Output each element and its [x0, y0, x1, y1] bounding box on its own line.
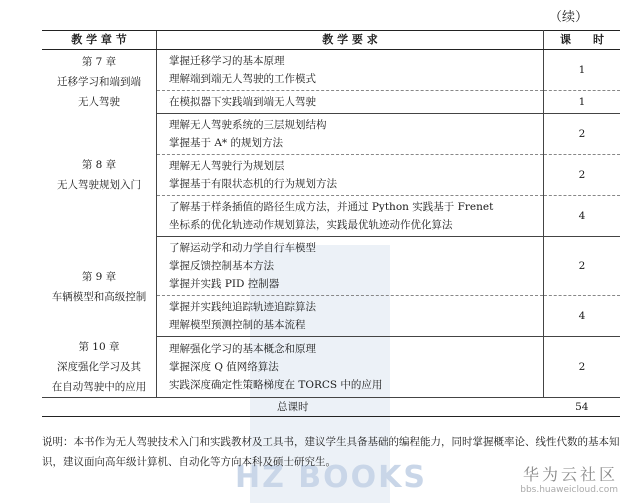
table-row	[42, 337, 620, 398]
requirement-line: 掌握并实践 PID 控制器	[169, 278, 280, 290]
requirement-line: 理解无人驾驶系统的三层规划结构	[169, 119, 327, 131]
total-label: 总课时	[42, 397, 544, 416]
requirement-line: 理解强化学习的基本概念和原理	[169, 342, 316, 355]
requirement-line: 掌握并实践纯追踪轨迹追踪算法	[169, 301, 316, 313]
table-row	[42, 237, 620, 296]
site-url: bbs.huaweicloud.com	[520, 485, 618, 495]
chapter-number: 第 9 章	[81, 270, 117, 283]
hours-cell: 1	[544, 50, 621, 91]
requirement-line: 了解基于样条插值的路径生成方法，并通过 Python 实践基于 Frenet	[169, 201, 494, 213]
hours-cell: 1	[544, 91, 621, 114]
site-logo	[520, 462, 618, 495]
table-row	[42, 50, 620, 91]
chapter-title-line: 迁移学习和端到端	[57, 75, 141, 88]
chapter-title-line: 深度强化学习及其	[57, 360, 141, 373]
requirement-cell	[157, 296, 544, 337]
header-chapter: 教 学 章 节	[42, 31, 157, 50]
chapter-title-line: 车辆模型和高级控制	[51, 290, 147, 303]
requirement-line: 掌握基于有限状态机的行为规划方法	[169, 178, 337, 190]
chapter-title-line: 无人驾驶规划入门	[57, 179, 141, 191]
table-row	[42, 114, 620, 155]
requirement-line: 了解运动学和动力学自行车模型	[169, 242, 316, 254]
hours-cell: 2	[544, 237, 621, 296]
requirement-line: 理解无人驾驶行为规划层	[169, 160, 285, 172]
chapter-number: 第 8 章	[81, 159, 117, 171]
requirement-line: 掌握基于 A* 的规划方法	[169, 137, 284, 149]
footnote: 说明：本书作为无人驾驶技术入门和实践教材及工具书，建议学生具备基础的编程能力，同时掌握概率论、线性代数的基本知识，建议面向高年级计算机、自动化等方向本科及硕士研究生。	[42, 436, 620, 468]
chapter-title-line: 无人驾驶	[78, 95, 120, 108]
chapter-cell	[42, 114, 157, 237]
chapter-number: 第 10 章	[78, 340, 120, 353]
table-header-row	[42, 31, 620, 50]
requirement-cell	[157, 196, 544, 237]
hours-cell: 2	[544, 114, 621, 155]
requirement-line: 坐标系的优化轨迹动作规划算法，实践最优轨迹动作优化算法	[169, 219, 453, 231]
hours-cell: 4	[544, 296, 621, 337]
hours-cell: 2	[544, 337, 621, 398]
continued-mark: （续）	[548, 10, 588, 25]
requirement-cell	[157, 91, 544, 114]
requirement-cell	[157, 114, 544, 155]
requirement-cell	[157, 337, 544, 398]
hours-cell: 4	[544, 196, 621, 237]
header-requirements: 教 学 要 求	[157, 31, 544, 50]
watermark-text: HZ BOOKS	[235, 460, 428, 495]
chapter-cell	[42, 50, 157, 114]
chapter-cell	[42, 337, 157, 398]
chapter-title-line: 在自动驾驶中的应用	[51, 380, 147, 393]
hours-cell: 2	[544, 155, 621, 196]
requirement-line: 理解端到端无人驾驶的工作模式	[169, 73, 316, 85]
requirement-line: 理解模型预测控制的基本流程	[169, 319, 306, 331]
total-hours: 54	[544, 397, 621, 416]
table-body	[42, 50, 620, 398]
chapter-number: 第 7 章	[81, 55, 117, 68]
requirement-line: 掌握反馈控制基本方法	[169, 260, 274, 272]
requirement-cell	[157, 237, 544, 296]
header-hours: 课 时	[544, 31, 621, 50]
requirement-cell	[157, 50, 544, 91]
total-row	[42, 397, 620, 416]
requirement-line: 在模拟器下实践端到端无人驾驶	[169, 96, 316, 108]
requirement-cell	[157, 155, 544, 196]
requirement-line: 实践深度确定性策略梯度在 TORCS 中的应用	[169, 378, 383, 391]
chapter-cell	[42, 237, 157, 337]
curriculum-table	[42, 30, 620, 417]
requirement-line: 掌握迁移学习的基本原理	[169, 55, 285, 67]
site-name: 华为云社区	[522, 465, 618, 484]
requirement-line: 掌握深度 Q 值网络算法	[169, 360, 279, 373]
